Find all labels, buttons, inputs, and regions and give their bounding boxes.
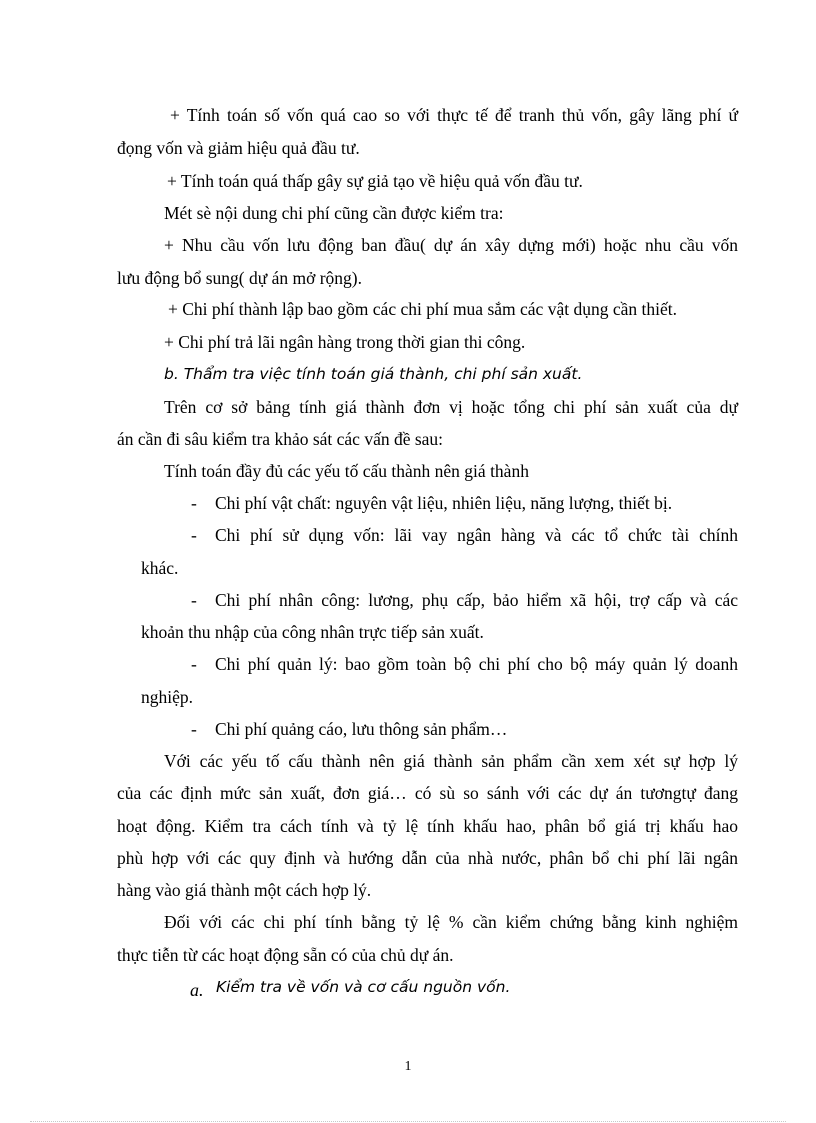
list-item: Chi phí quảng cáo, lưu thông sản phẩm…	[215, 719, 508, 739]
list-item: Chi phí quản lý: bao gồm toàn bộ chi phí cho bộ máy quản lý doanh	[215, 654, 738, 674]
paragraph-line: hoạt động. Kiểm tra cách tính và tỷ lệ tính khấu hao, phân bổ giá trị khấu hao	[117, 816, 738, 836]
bullet-dash: -	[191, 719, 197, 739]
paragraph-line: hàng vào giá thành một cách hợp lý.	[117, 880, 372, 900]
paragraph-line: + Nhu cầu vốn lưu động ban đầu( dự án xây dựng mới) hoặc nhu cầu vốn	[164, 235, 738, 255]
bullet-dash: -	[191, 493, 197, 513]
page-bottom-border	[30, 1121, 786, 1122]
page-number: 1	[404, 1059, 412, 1074]
list-item-continuation: khác.	[141, 558, 179, 578]
bullet-dash: -	[191, 654, 197, 674]
paragraph-line: Với các yếu tố cấu thành nên giá thành sản phẩm cần xem xét sự hợp lý	[164, 751, 738, 771]
section-heading-a: Kiểm tra về vốn và cơ cấu nguồn vốn.	[216, 978, 511, 996]
paragraph-line: Đối với các chi phí tính bằng tỷ lệ % cần kiểm chứng bằng kinh nghiệm	[164, 912, 738, 932]
bullet-dash: -	[191, 525, 197, 545]
paragraph-line: + Chi phí trả lãi ngân hàng trong thời gian thi công.	[164, 332, 526, 352]
list-item: Chi phí vật chất: nguyên vật liệu, nhiên liệu, năng lượng, thiết bị.	[215, 493, 673, 513]
bullet-dash: -	[191, 590, 197, 610]
list-marker-a: a.	[190, 980, 204, 1000]
list-item: Chi phí nhân công: lương, phụ cấp, bảo hiểm xã hội, trợ cấp và các	[215, 590, 738, 610]
list-item-continuation: nghiệp.	[141, 687, 194, 707]
paragraph-line: đọng vốn và giảm hiệu quả đầu tư.	[117, 138, 360, 158]
paragraph-line: + Tính toán quá thấp gây sự giả tạo về hiệu quả vốn đầu tư.	[167, 171, 583, 191]
paragraph-line: lưu động bổ sung( dự án mở rộng).	[117, 268, 363, 288]
section-heading-b: b. Thẩm tra việc tính toán giá thành, chi phí sản xuất.	[164, 365, 583, 383]
paragraph-line: của các định mức sản xuất, đơn giá… có sù so sánh với các dự án tươngtự đang	[117, 783, 738, 803]
list-item-continuation: khoản thu nhập của công nhân trực tiếp sản xuất.	[141, 622, 484, 642]
paragraph-line: Tính toán đầy đủ các yếu tố cấu thành nên giá thành	[164, 461, 529, 481]
list-item: Chi phí sử dụng vốn: lãi vay ngân hàng và các tổ chức tài chính	[215, 525, 738, 545]
paragraph-line: thực tiễn từ các hoạt động sẵn có của chủ dự án.	[117, 945, 454, 965]
paragraph-line: + Tính toán số vốn quá cao so với thực tế để tranh thủ vốn, gây lãng phí ứ	[170, 105, 738, 125]
paragraph-line: Mét sè nội dung chi phí cũng cần được kiểm tra:	[164, 203, 504, 223]
paragraph-line: án cần đi sâu kiểm tra khảo sát các vấn đề sau:	[117, 429, 444, 449]
paragraph-line: + Chi phí thành lập bao gồm các chi phí mua sắm các vật dụng cần thiết.	[168, 299, 677, 319]
paragraph-line: Trên cơ sở bảng tính giá thành đơn vị hoặc tổng chi phí sản xuất của dự	[164, 397, 738, 417]
paragraph-line: phù hợp với các quy định và hướng dẫn của nhà nước, phân bổ chi phí lãi ngân	[117, 848, 738, 868]
